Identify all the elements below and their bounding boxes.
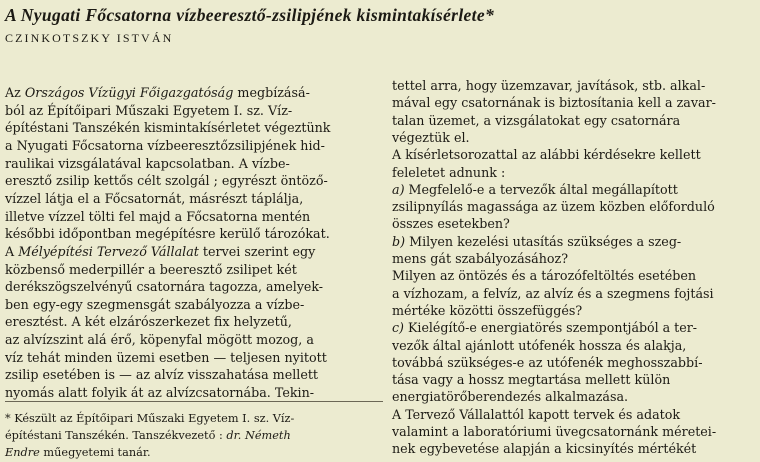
text-line bbox=[5, 102, 292, 119]
text-line bbox=[392, 423, 716, 440]
text-line bbox=[5, 331, 314, 348]
italic-text: Országos Vízügyi Főigazgatóság bbox=[24, 85, 234, 100]
text-run: az alvízszint alá érő, köpenyfal mögött mozog, a bbox=[5, 332, 314, 348]
text-run: illetve vízzel tölti fel majd a Főcsatorna mentén bbox=[5, 208, 311, 224]
article-title: A Nyugati Főcsatorna vízbeeresztő-zsilipjének kismintakísérlete* bbox=[5, 5, 495, 25]
text-line bbox=[392, 181, 678, 198]
text-line bbox=[392, 198, 715, 215]
text-run: végeztük el. bbox=[392, 129, 470, 145]
text-line bbox=[392, 215, 510, 232]
text-run: A bbox=[5, 243, 19, 259]
text-run: raulikai vizsgálatával kapcsolatban. A vízbe- bbox=[5, 155, 290, 171]
text-line bbox=[5, 137, 325, 154]
text-run: valamint a laboratóriumi üvegcsatornánk méretei- bbox=[392, 424, 717, 439]
text-run: Milyen az öntözés és a tározófeltöltés esetében bbox=[392, 268, 697, 284]
article-author: CZINKOTSZKY ISTVÁN bbox=[5, 31, 174, 45]
italic-text: b) bbox=[392, 233, 406, 249]
text-line bbox=[392, 388, 628, 405]
text-run: feleletet adnunk : bbox=[392, 164, 506, 180]
text-run: nek egybevetése alapján a kicsinyítés mértékét bbox=[392, 441, 697, 457]
text-line bbox=[392, 440, 696, 457]
text-line bbox=[392, 319, 697, 336]
text-run: Milyen kezelési utasítás szükséges a szeg- bbox=[405, 233, 682, 249]
text-line bbox=[5, 384, 314, 401]
text-run: Kielégítő-e energiatörés szempontjából a ter- bbox=[403, 320, 697, 336]
text-run: A kísérletsorozattal az alábbi kérdésekre kellett bbox=[392, 147, 701, 163]
text-line bbox=[392, 233, 681, 250]
text-run: eresztést. A két elzárószerkezet fix helyzetű, bbox=[5, 314, 292, 330]
text-run: közbenső mederpillér a beeresztő zsilipet két bbox=[5, 261, 297, 277]
text-run: A Tervező Vállalattól kapott tervek és adatok bbox=[392, 406, 681, 422]
text-line bbox=[5, 428, 291, 443]
text-run: ból az Építőipari Műszaki Egyetem I. sz. Víz- bbox=[5, 102, 293, 118]
text-line bbox=[392, 250, 568, 267]
text-line bbox=[5, 278, 323, 295]
text-line bbox=[5, 84, 310, 101]
text-run: tása vagy a hossz megtartása mellett külön bbox=[392, 372, 671, 388]
text-run: tettel arra, hogy üzemzavar, javítások, stb. alkal- bbox=[392, 78, 706, 93]
text-line bbox=[392, 146, 701, 163]
text-run: * Készült az Építőipari Műszaki Egyetem I. sz. Víz- bbox=[5, 412, 295, 425]
italic-text: Mélyépítési Tervező Vállalat bbox=[18, 243, 199, 259]
text-line bbox=[392, 337, 686, 354]
text-line bbox=[5, 261, 297, 278]
text-line bbox=[5, 366, 318, 383]
text-line bbox=[392, 371, 670, 388]
text-run: továbbá szükséges-e az utófenék meghosszabbí- bbox=[392, 354, 703, 370]
text-run: zsilipnyílás magassága az üzem közben előforduló bbox=[392, 199, 715, 215]
text-run: vezők által ajánlott utófenék hossza és alakja, bbox=[392, 337, 687, 353]
text-run: a vízhozam, a felvíz, az alvíz és a szegmens fojtási bbox=[392, 285, 714, 301]
text-line bbox=[392, 267, 696, 284]
text-line bbox=[5, 296, 304, 313]
text-line bbox=[5, 172, 328, 189]
text-run: eresztő zsilip kettős célt szolgál ; egyrészt öntöző- bbox=[5, 173, 328, 189]
text-line bbox=[5, 190, 303, 207]
text-line bbox=[392, 354, 702, 371]
text-line bbox=[5, 119, 330, 136]
text-run: Megfelelő-e a tervezők által megállapított bbox=[404, 181, 678, 197]
text-run: vízzel látja el a Főcsatornát, másrészt táplálja, bbox=[5, 190, 304, 206]
italic-text: dr. Németh bbox=[226, 429, 291, 443]
text-run: megbízásá- bbox=[233, 85, 310, 100]
text-run: talan üzemet, a vizsgálatokat egy csatornára bbox=[392, 112, 681, 128]
text-line bbox=[5, 445, 151, 460]
text-line bbox=[392, 164, 505, 181]
italic-text: Endre bbox=[5, 446, 40, 460]
text-run: zsilip esetében is — az alvíz visszahatása mellett bbox=[5, 367, 319, 383]
text-line bbox=[5, 208, 310, 225]
text-run: víz tehát minden üzemi esetben — teljesen nyitott bbox=[5, 349, 327, 365]
text-line bbox=[5, 411, 294, 426]
text-line bbox=[392, 406, 680, 423]
text-run: ben egy-egy szegmensgát szabályozza a vízbe- bbox=[5, 296, 305, 312]
text-run: építéstani Tanszékén kismintakísérletet végeztünk bbox=[5, 120, 331, 136]
text-line bbox=[5, 349, 327, 366]
text-line bbox=[392, 112, 680, 129]
text-line bbox=[392, 302, 582, 319]
text-run: tervei szerint egy bbox=[198, 243, 316, 259]
text-run: Az bbox=[5, 85, 25, 100]
text-run: derékszögszelvényű csatornára tagozza, amelyek- bbox=[5, 279, 323, 295]
text-line bbox=[392, 94, 716, 111]
italic-text: c) bbox=[392, 320, 404, 336]
text-line bbox=[392, 77, 705, 94]
text-run: műegyetemi tanár. bbox=[39, 446, 151, 460]
text-run: mens gát szabályozásához? bbox=[392, 251, 569, 266]
text-run: összes esetekben? bbox=[392, 216, 510, 232]
text-line bbox=[392, 129, 470, 146]
text-run: mával egy csatornának is biztosítania kell a zavar- bbox=[392, 95, 716, 111]
footnote-divider bbox=[5, 401, 383, 402]
text-line bbox=[5, 313, 292, 330]
text-run: energiatörőberendezés alkalmazása. bbox=[392, 389, 629, 405]
text-line bbox=[392, 285, 714, 302]
text-line bbox=[5, 155, 290, 172]
text-run: mértéke közötti összefüggés? bbox=[392, 302, 583, 318]
italic-text: a) bbox=[392, 181, 405, 197]
text-line bbox=[5, 243, 315, 260]
text-run: nyomás alatt folyik át az alvízcsatornába. Tekin- bbox=[5, 385, 315, 401]
text-run: építéstani Tanszékén. Tanszékvezető : bbox=[5, 429, 227, 443]
text-line bbox=[5, 225, 330, 242]
text-run: későbbi időpontban megépítésre kerülő tározókat. bbox=[5, 226, 330, 242]
text-run: a Nyugati Főcsatorna vízbeeresztőzsilipjének hid- bbox=[5, 137, 325, 153]
